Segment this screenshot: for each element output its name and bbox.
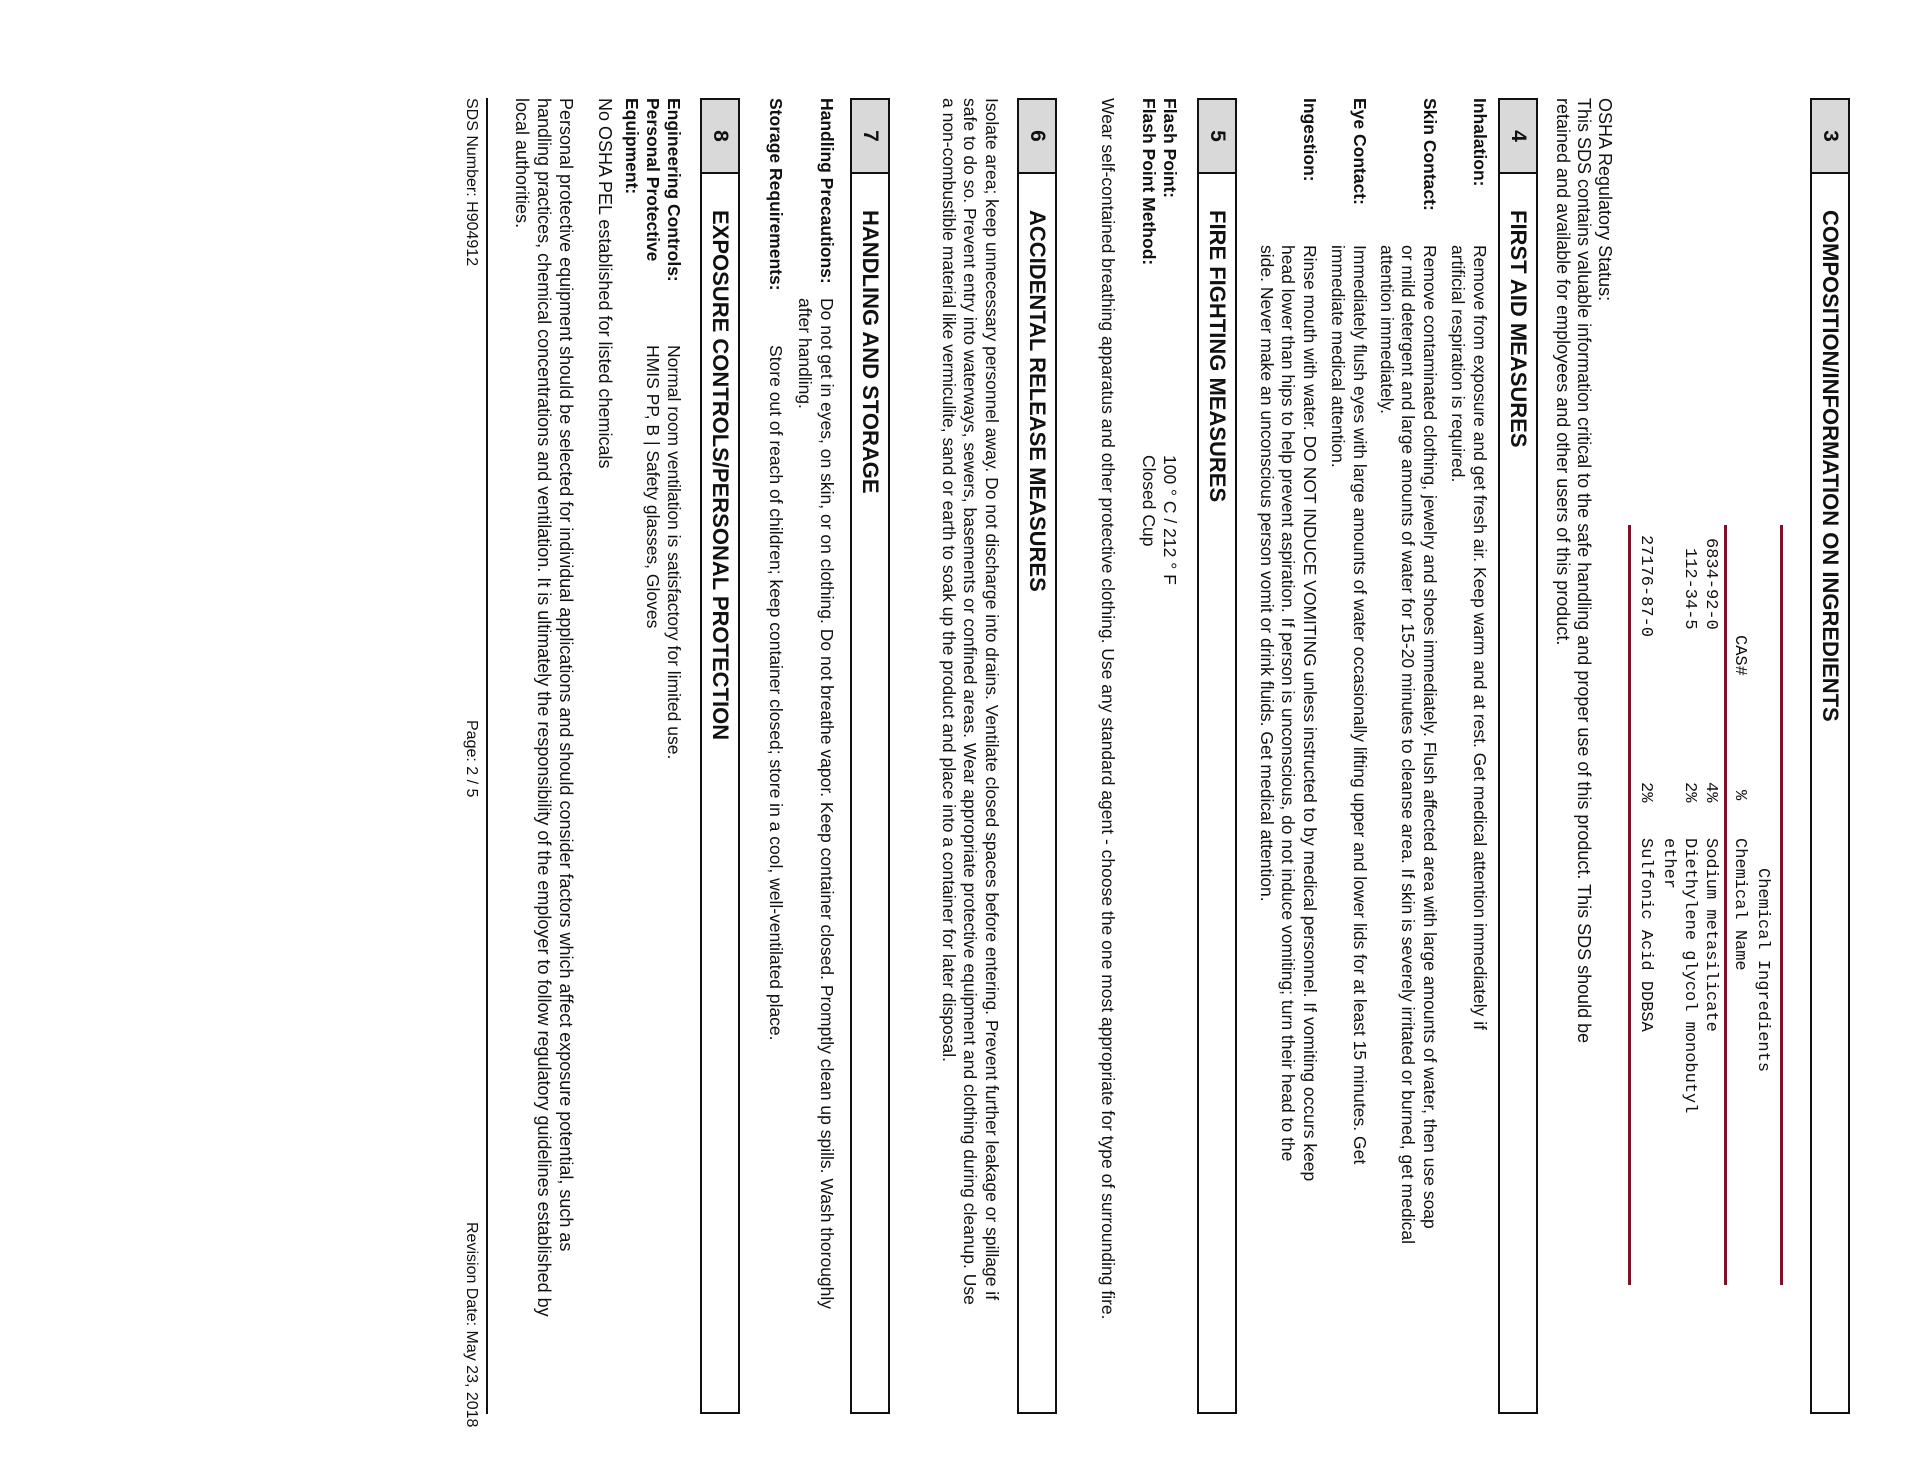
handling-precautions-label: Handling Precautions: (817, 98, 837, 284)
ingestion-text: Rinse mouth with water. DO NOT INDUCE VOMITING unless instructed to by medical personnel. If vomiting occurs keep head lower than hips to help prevent aspiration. If person is unconscious, do not induce vomiting; turn their head to the side. Never make an unconscious person vomit or drink fluids. Get medical attention. (1257, 245, 1320, 1182)
flash-point-method-value: Closed Cup (1139, 455, 1159, 547)
flash-point-method-label: Flash Point Method: (1139, 98, 1159, 266)
section-4-title: FIRST AID MEASURES (1506, 210, 1531, 448)
col-header-chemical-name: Chemical Name (1730, 838, 1749, 971)
section-7-header (850, 98, 890, 1414)
table-top-rule (1780, 525, 1783, 1285)
section-4-header (1498, 98, 1538, 1414)
flash-point-label: Flash Point: (1160, 98, 1180, 199)
row-3-percent: 2% (1636, 782, 1655, 803)
osha-pel-text: No OSHA PEL established for listed chemicals (595, 98, 615, 469)
engineering-controls-label: Engineering Controls: (664, 98, 684, 282)
section-5-title: FIRE FIGHTING MEASURES (1205, 210, 1230, 503)
section-8-title: EXPOSURE CONTROLS/PERSONAL PROTECTION (708, 210, 733, 741)
page-number: Page: 2 / 5 (463, 720, 480, 798)
inhalation-label: Inhalation: (1470, 98, 1490, 187)
section-4-number: 4 (1500, 100, 1536, 174)
row-3-name: Sulfonic Acid DDBSA (1636, 838, 1655, 1032)
section-7-title: HANDLING AND STORAGE (858, 210, 883, 494)
row-2-percent: 2% (1680, 782, 1699, 803)
osha-status-label: OSHA Regulatory Status: (1595, 98, 1615, 302)
table-bottom-rule (1628, 525, 1631, 1285)
section-3-title: COMPOSITION/INFORMATION ON INGREDIENTS (1818, 210, 1843, 722)
ppe-label-cont: Equipment: (622, 98, 642, 195)
section-6-title: ACCIDENTAL RELEASE MEASURES (1025, 210, 1050, 592)
fire-fighting-text: Wear self-contained breathing apparatus and other protective clothing. Use any standard agent - choose the one most appropriate for type of surrounding fire. (1098, 98, 1118, 1320)
row-3-cas: 27176-87-0 (1636, 535, 1655, 638)
col-header-cas: CAS# (1730, 635, 1749, 676)
section-8-header (700, 98, 740, 1414)
section-5-header (1197, 98, 1237, 1414)
section-3-header (1810, 98, 1850, 1414)
skin-contact-text: Remove contaminated clothing, jewelry and shoes immediately. Flush affected area with large amounts of water, then use soap or mild detergent and large amounts of water for 15-20 minutes to cleanse area. If skin is severely irritated or burned, get medical attention immediately. (1377, 245, 1440, 1244)
skin-contact-label: Skin Contact: (1420, 98, 1440, 211)
eye-contact-label: Eye Contact: (1350, 98, 1370, 205)
table-caption: Chemical Ingredients (1753, 868, 1772, 1073)
ppe-guidance-text: Personal protective equipment should be selected for individual applications and should consider factors which affect exposure potential, such as handling practices, chemical concentrations and ventilation. It is ultimately the responsibility of the employer to follow regulatory guidelines established by local authorities. (512, 98, 576, 1317)
col-header-percent: % (1730, 790, 1749, 801)
section-8-number: 8 (702, 100, 738, 174)
osha-status-text-2: retained and available for employees and other users of this product. (1553, 98, 1573, 646)
row-2-name: Diethylene glycol monobutyl (1680, 838, 1699, 1114)
section-7-number: 7 (852, 100, 888, 174)
row-1-percent: 4% (1701, 782, 1720, 803)
ingestion-label: Ingestion: (1300, 98, 1320, 182)
engineering-controls-text: Normal room ventilation is satisfactory for limited use. (664, 345, 684, 760)
row-1-cas: 6834-92-0 (1701, 538, 1720, 630)
ppe-label: Personal Protective (643, 98, 663, 262)
footer-rule (486, 98, 488, 1414)
storage-requirements-text: Store out of reach of children; keep container closed; store in a cool, well-ventilated place. (766, 345, 786, 1041)
revision-date: Revision Date: May 23, 2018 (463, 1222, 480, 1428)
row-2-name-cont: ether (1659, 838, 1678, 890)
osha-status-text-1: This SDS contains valuable information critical to the safe handling and proper use of this product. This SDS should be (1574, 98, 1594, 1044)
table-header-rule (1724, 525, 1727, 1285)
flash-point-value: 100 ° C / 212 ° F (1160, 455, 1180, 585)
inhalation-text: Remove from exposure and get fresh air. Keep warm and at rest. Get medical attention immediately if artificial respiration is required. (1448, 245, 1490, 1030)
section-6-header (1017, 98, 1057, 1414)
ppe-text: HMIS PP, B | Safety glasses, Gloves (643, 345, 663, 629)
row-2-cas: 112-34-5 (1680, 548, 1699, 630)
storage-requirements-label: Storage Requirements: (766, 98, 786, 291)
row-1-name: Sodium metasilicate (1701, 838, 1720, 1032)
section-6-number: 6 (1019, 100, 1055, 174)
section-5-number: 5 (1199, 100, 1235, 174)
handling-precautions-text: Do not get in eyes, on skin, or on clothing. Do not breathe vapor. Keep container closed. Promptly clean up spills. Wash thoroughly after handling. (795, 298, 837, 1310)
sds-number: SDS Number: H904912 (463, 98, 480, 267)
accidental-release-text: Isolate area; keep unnecessary personnel away. Do not discharge into drains. Ventilate closed spaces before entering. Prevent further leakage or spillage if safe to do so. Prevent entry into waterways, sewers, basements or confined areas. Wear appropriate protective equipment and clothing during cleanup. Use a non-combustible material like vermiculite, sand or earth to soak up the product and place into a container for later disposal. (939, 98, 1002, 1305)
section-3-number: 3 (1812, 100, 1848, 174)
eye-contact-text: Immediately flush eyes with large amounts of water occasionally lifting upper and lower lids for at least 15 minutes. Get immediate medical attention. (1328, 245, 1370, 1165)
